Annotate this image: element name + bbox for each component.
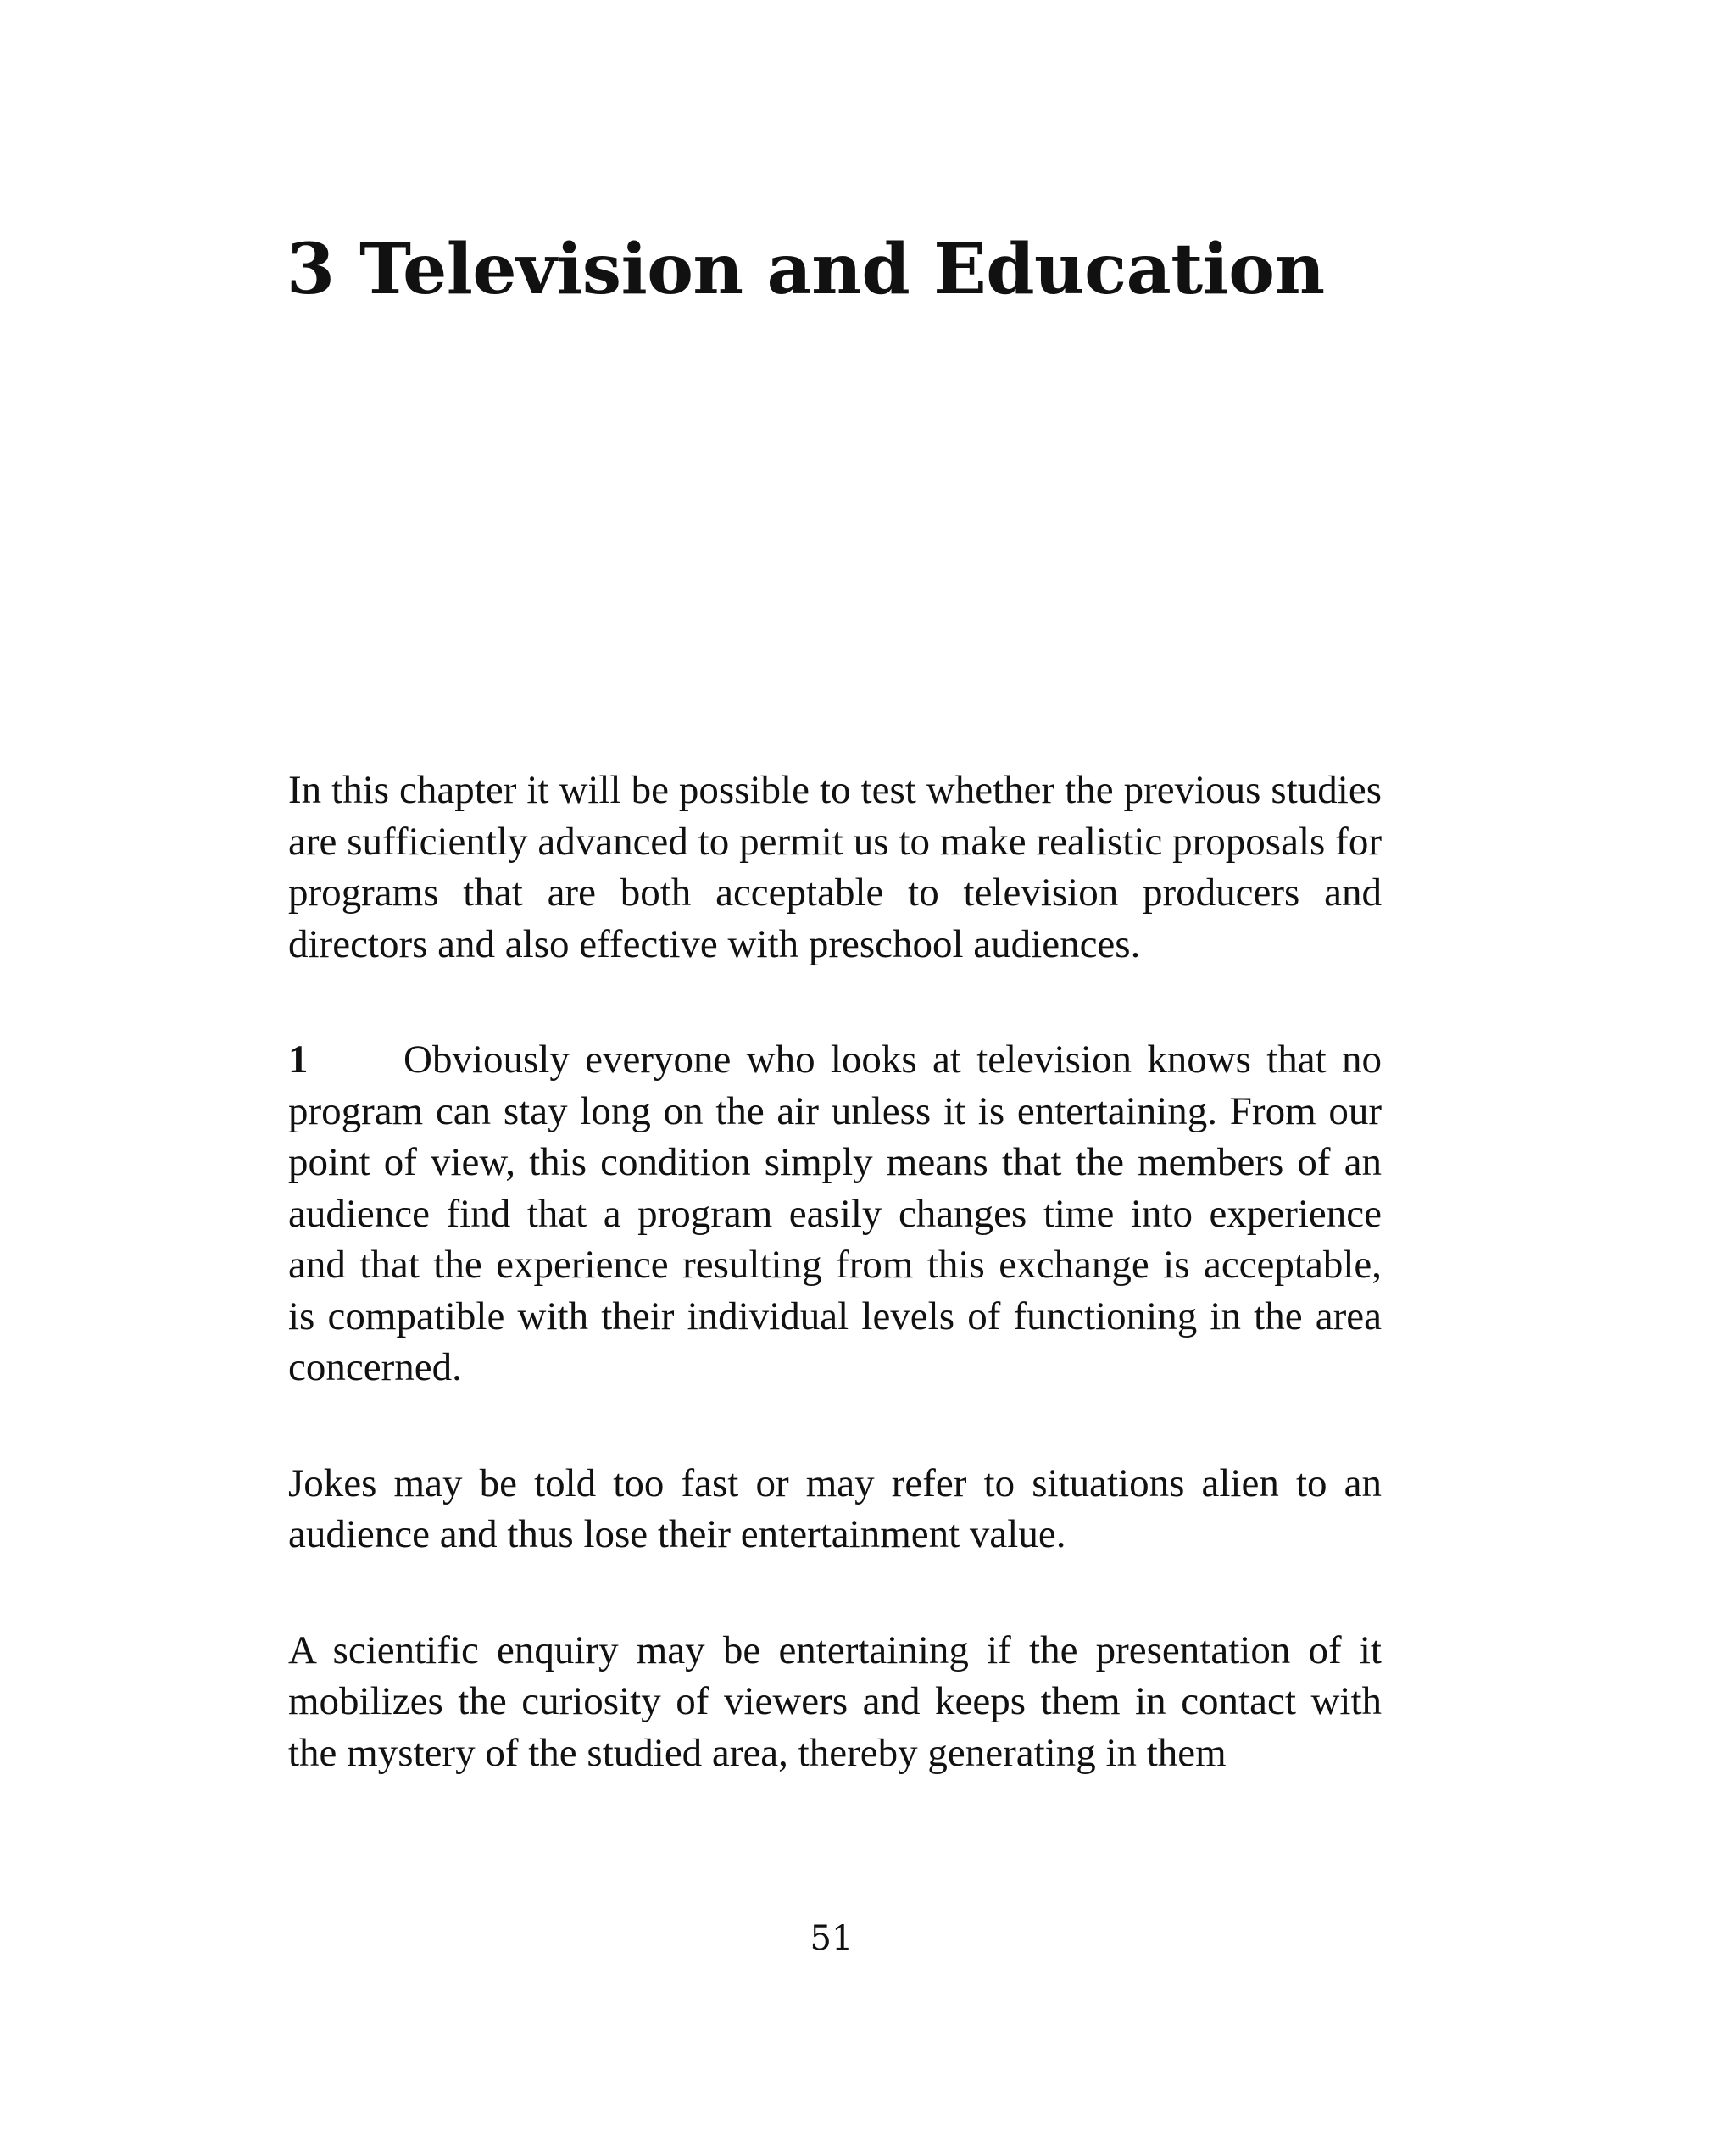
body-text (288, 765, 1382, 1843)
paragraph-numbered (288, 1034, 1382, 1394)
paragraph-text: Jokes may be told too fast or may refer to situations alien to an audience and thus lose their entertainment value. (288, 1460, 1382, 1556)
paragraph-number: 1 (288, 1038, 309, 1082)
paragraph-intro (288, 765, 1382, 970)
chapter-heading (287, 227, 1473, 312)
paragraph-jokes (288, 1458, 1382, 1561)
paragraph-text: Obviously everyone who looks at television knows that no program can stay long on the air unless it is entertaining. From our point of view, this condition simply means that the members of an audience find that a program easily changes time into experience and that the experience resulting from this exchange is acceptable, is compatible with their individual levels of functioning in the area concerned. (288, 1038, 1382, 1389)
page-number: 51 (810, 1919, 854, 1958)
chapter-title: Television and Education (359, 229, 1325, 310)
chapter-number: 3 (287, 229, 335, 310)
paragraph-text: A scientific enquiry may be entertaining if the presentation of it mobilizes the curiosity of viewers and keeps them in contact with the mystery of the studied area, thereby generating in them (288, 1627, 1382, 1775)
paragraph-text: In this chapter it will be possible to test whether the previous studies are sufficiently advanced to permit us to make realistic proposals for programs that are both acceptable to television producers and directors and also effective with preschool audiences. (288, 768, 1382, 966)
paragraph-scientific-enquiry (288, 1625, 1382, 1779)
